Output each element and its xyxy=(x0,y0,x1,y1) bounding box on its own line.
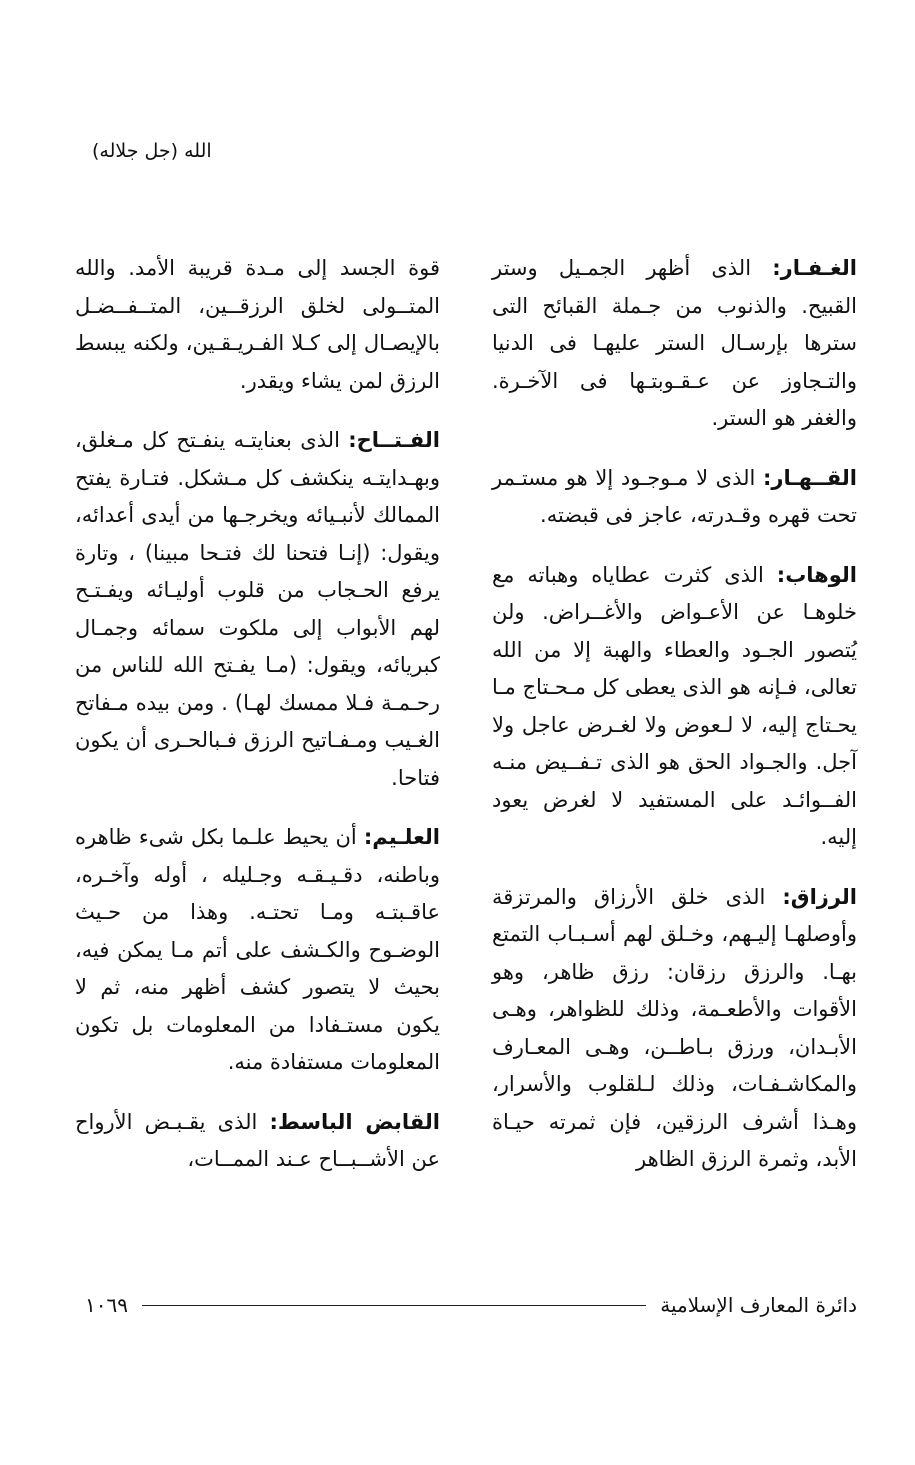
entry-term: الرزاق: xyxy=(782,884,857,909)
entry-text: قوة الجسد إلى مـدة قريبة الأمد. والله المتــولى لخلق الرزقــين، المتــفــضـل بالإيصـال إلى كـلا الفـريـقـين، ولكنه يبسط الرزق لمن يشاء ويقدر. xyxy=(75,256,440,393)
footer-divider xyxy=(142,1305,646,1306)
page-footer xyxy=(85,1290,857,1320)
entry-alim xyxy=(75,819,440,1082)
publication-title: دائرة المعارف الإسلامية xyxy=(660,1293,857,1317)
entry-text: أن يحيط علـما بكل شىء ظاهره وباطنه، دقـيـقـه وجـليله ، أوله وآخـره، عاقـبتـه ومـا تحتـه. وهذا من حـيث الوضـوح والكـشف على أتم مـا يمكن فيه، بحيث لا يتصور كشف أظهر منه، ثم لا يكون مستـفادا من المعلومات بل تكون المعلومات مستفادة منه. xyxy=(75,825,440,1074)
entry-term: الغـفـار: xyxy=(772,256,857,280)
entry-term: القابض الباسط: xyxy=(269,1109,440,1134)
entry-term: الفـتــاح: xyxy=(348,428,440,452)
left-column xyxy=(75,250,440,1201)
entry-text: الذى يقـبـض الأرواح عن الأشــبــاح عـند الممــات، xyxy=(75,1109,440,1171)
page-number: ١٠٦٩ xyxy=(85,1293,128,1317)
entry-fattah xyxy=(75,422,440,797)
entry-qahhar xyxy=(492,460,857,535)
entry-ghaffar xyxy=(492,250,857,438)
entry-wahhab xyxy=(492,557,857,857)
entry-razzaq-continued xyxy=(75,250,440,400)
entry-text: الذى بعنايتـه ينفـتح كل مـغلق، وبهـدايتـه ينكشف كل مـشكل. فتـارة يفتح الممالك لأنبـيائه ويخرجـها من أيدى أعدائه، ويقول: (إنـا فتحنا لك فتـحا مبينا) ، وتارة يرفع الحـجاب من قلوب أوليـائه ويفـتـح لهم الأبواب إلى ملكوت سمائه وجمـال كبريائه، ويقول: (مـا يفـتح الله للناس من رحـمـة فـلا ممسك لهـا) . ومن بيده مـفاتح الغـيب ومـفـاتيح الرزق فـبالحـرى أن يكون فتاحا. xyxy=(75,428,440,790)
entry-text: الذى لا مـوجـود إلا هو مستـمر تحت قهره وقـدرته، عاجز فى قبضته. xyxy=(492,465,857,527)
entry-term: القــهـار: xyxy=(763,465,857,490)
entry-term: العلـيم: xyxy=(363,825,440,849)
entry-term: الوهاب: xyxy=(776,562,857,587)
entry-text: الذى أظهر الجمـيل وستر القبيح. والذنوب من جـملة القبائح التى سترها بإرسـال الستر عليهـا فى الدنيا والتـجاوز عن عـقـوبتـها فى الآخـرة. والغفر هو الستر. xyxy=(492,256,857,430)
entry-qabid-basit xyxy=(75,1104,440,1179)
running-header: الله (جل جلاله) xyxy=(92,140,212,162)
entry-text: الذى خلق الأرزاق والمرتزقة وأوصلهـا إليـهم، وخـلق لهم أسـبـاب التمتع بهـا. والرزق رزقان: رزق ظاهر، وهو الأقوات والأطعـمة، وذلك للظواهر، وهـى الأبـدان، ورزق بـاطــن، وهـى المعـارف والمكاشـفـات، وذلك لـلقلوب والأسرار، وهـذا أشرف الرزقين، فإن ثمرته حيـاة الأبد، وثمرة الرزق الظاهر xyxy=(492,884,857,1171)
right-column xyxy=(492,250,857,1201)
entry-razzaq xyxy=(492,879,857,1179)
entry-text: الذى كثرت عطاياه وهباته مع خلوهـا عن الأعـواض والأغــراض. ولن يُتصور الجـود والعطاء والهبة إلا من الله تعالى، فـإنه هو الذى يعطى كل مـحـتاج مـا يحـتاج إليه، لا لـعوض ولا لغـرض عاجل ولا آجل. والجـواد الحق هو الذى تـفــيض منـه الفــوائـد على المستفيد لا لغرض يعود إليه. xyxy=(492,562,857,849)
